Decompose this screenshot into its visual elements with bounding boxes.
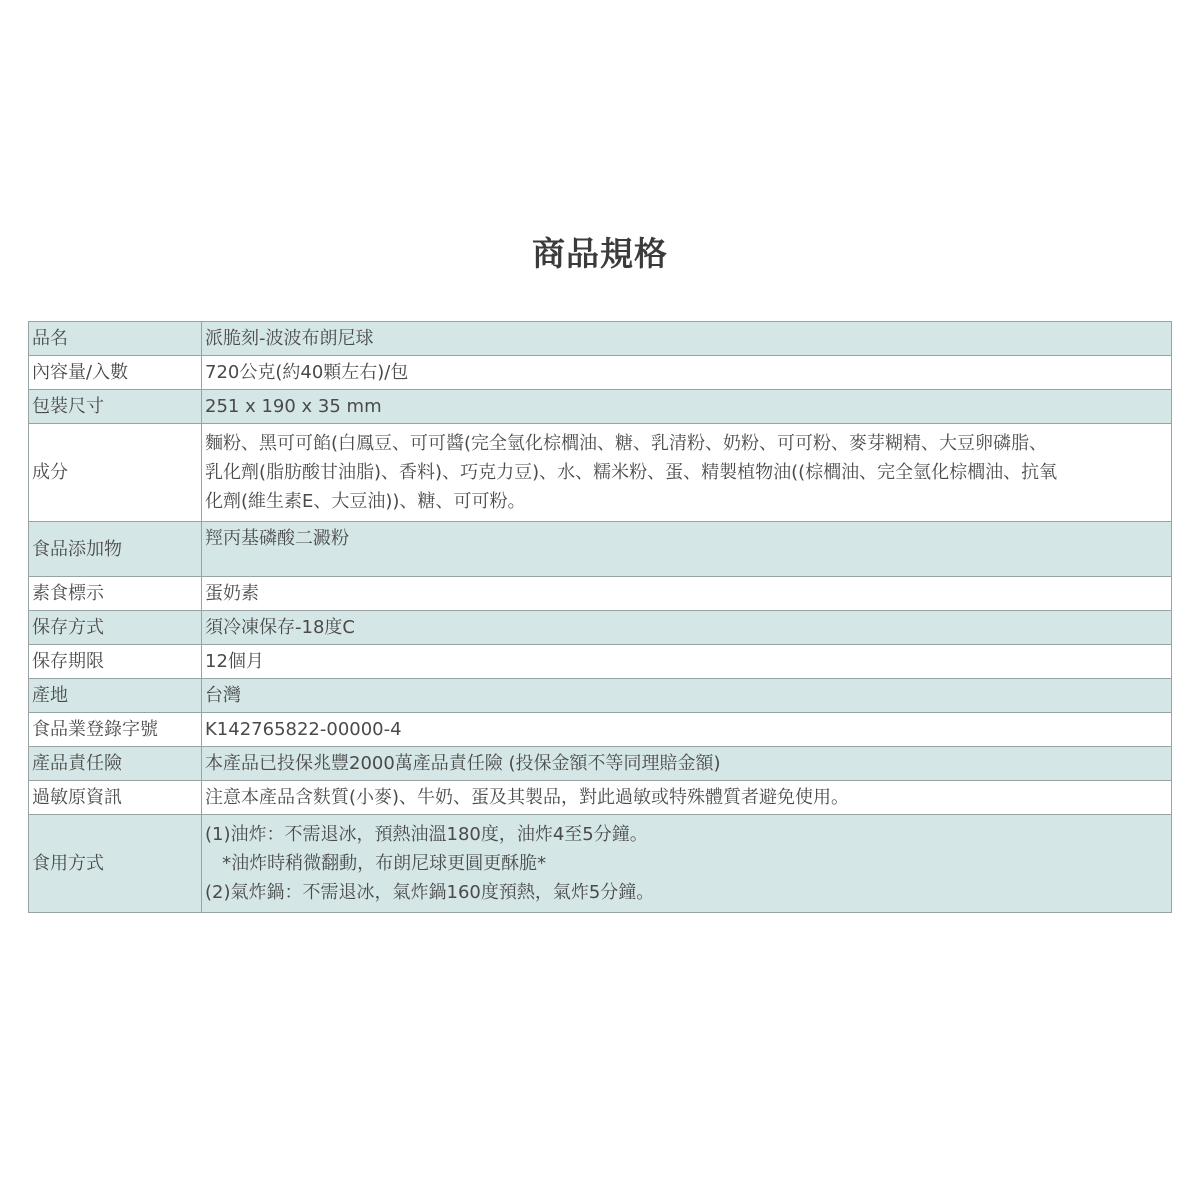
table-row-content-quantity — [29, 356, 1172, 390]
row-label: 產地 — [29, 679, 202, 713]
row-value — [202, 356, 1172, 390]
row-label: 保存方式 — [29, 611, 202, 645]
row-label: 食用方式 — [29, 815, 202, 913]
row-value — [202, 747, 1172, 781]
value-line: 注意本產品含麩質(小麥)、牛奶、蛋及其製品，對此過敏或特殊體質者避免使用。 — [205, 787, 850, 808]
page-title: 商品規格 — [532, 234, 668, 273]
spec-table — [28, 321, 1172, 913]
value-line: 派脆刻-波波布朗尼球 — [205, 328, 374, 349]
value-line: 蛋奶素 — [205, 583, 259, 604]
value-line: 須冷凍保存-18度C — [205, 617, 355, 638]
row-value — [202, 781, 1172, 815]
row-value — [202, 577, 1172, 611]
table-row-origin — [29, 679, 1172, 713]
table-row-allergen-info — [29, 781, 1172, 815]
row-value — [202, 611, 1172, 645]
row-value — [202, 390, 1172, 424]
value-line: 化劑(維生素E、大豆油))、糖、可可粉。 — [205, 491, 526, 512]
row-value — [202, 713, 1172, 747]
value-line: (2)氣炸鍋：不需退冰，氣炸鍋160度預熱，氣炸5分鐘。 — [205, 882, 655, 903]
table-row-shelf-life — [29, 645, 1172, 679]
value-line: 720公克(約40顆左右)/包 — [205, 362, 409, 383]
value-line: 本產品已投保兆豐2000萬產品責任險 (投保金額不等同理賠金額) — [205, 753, 721, 774]
row-label: 內容量/入數 — [29, 356, 202, 390]
table-row-vegetarian-label — [29, 577, 1172, 611]
table-row-registration-number — [29, 713, 1172, 747]
row-value — [202, 522, 1172, 577]
row-label: 食品業登錄字號 — [29, 713, 202, 747]
row-label: 保存期限 — [29, 645, 202, 679]
value-line: 台灣 — [205, 685, 241, 706]
row-label: 包裝尺寸 — [29, 390, 202, 424]
row-label: 素食標示 — [29, 577, 202, 611]
value-line: 乳化劑(脂肪酸甘油脂)、香料)、巧克力豆)、水、糯米粉、蛋、精製植物油((棕櫚油、完全氫化棕櫚油、抗氧 — [205, 462, 1058, 483]
row-label: 成分 — [29, 424, 202, 522]
row-label: 產品責任險 — [29, 747, 202, 781]
row-label: 品名 — [29, 322, 202, 356]
table-row-food-additives — [29, 522, 1172, 577]
table-row-liability-insurance — [29, 747, 1172, 781]
value-line: 羥丙基磷酸二澱粉 — [205, 528, 349, 549]
row-value — [202, 322, 1172, 356]
value-line: *油炸時稍微翻動，布朗尼球更圓更酥脆* — [205, 853, 547, 874]
row-value — [202, 424, 1172, 522]
value-line: 251 x 190 x 35 mm — [205, 396, 382, 417]
row-label: 食品添加物 — [29, 522, 202, 577]
table-row-cooking-method — [29, 815, 1172, 913]
row-value — [202, 679, 1172, 713]
value-line: 12個月 — [205, 651, 264, 672]
row-value — [202, 645, 1172, 679]
table-row-ingredients — [29, 424, 1172, 522]
row-value — [202, 815, 1172, 913]
value-line: 麵粉、黑可可餡(白鳳豆、可可醬(完全氫化棕櫚油、糖、乳清粉、奶粉、可可粉、麥芽糊精、大豆卵磷脂、 — [205, 433, 1048, 454]
table-row-package-size — [29, 390, 1172, 424]
value-line: K142765822-00000-4 — [205, 719, 402, 740]
table-row-product-name — [29, 322, 1172, 356]
row-label: 過敏原資訊 — [29, 781, 202, 815]
value-line: (1)油炸：不需退冰，預熱油溫180度，油炸4至5分鐘。 — [205, 824, 648, 845]
table-row-storage-method — [29, 611, 1172, 645]
